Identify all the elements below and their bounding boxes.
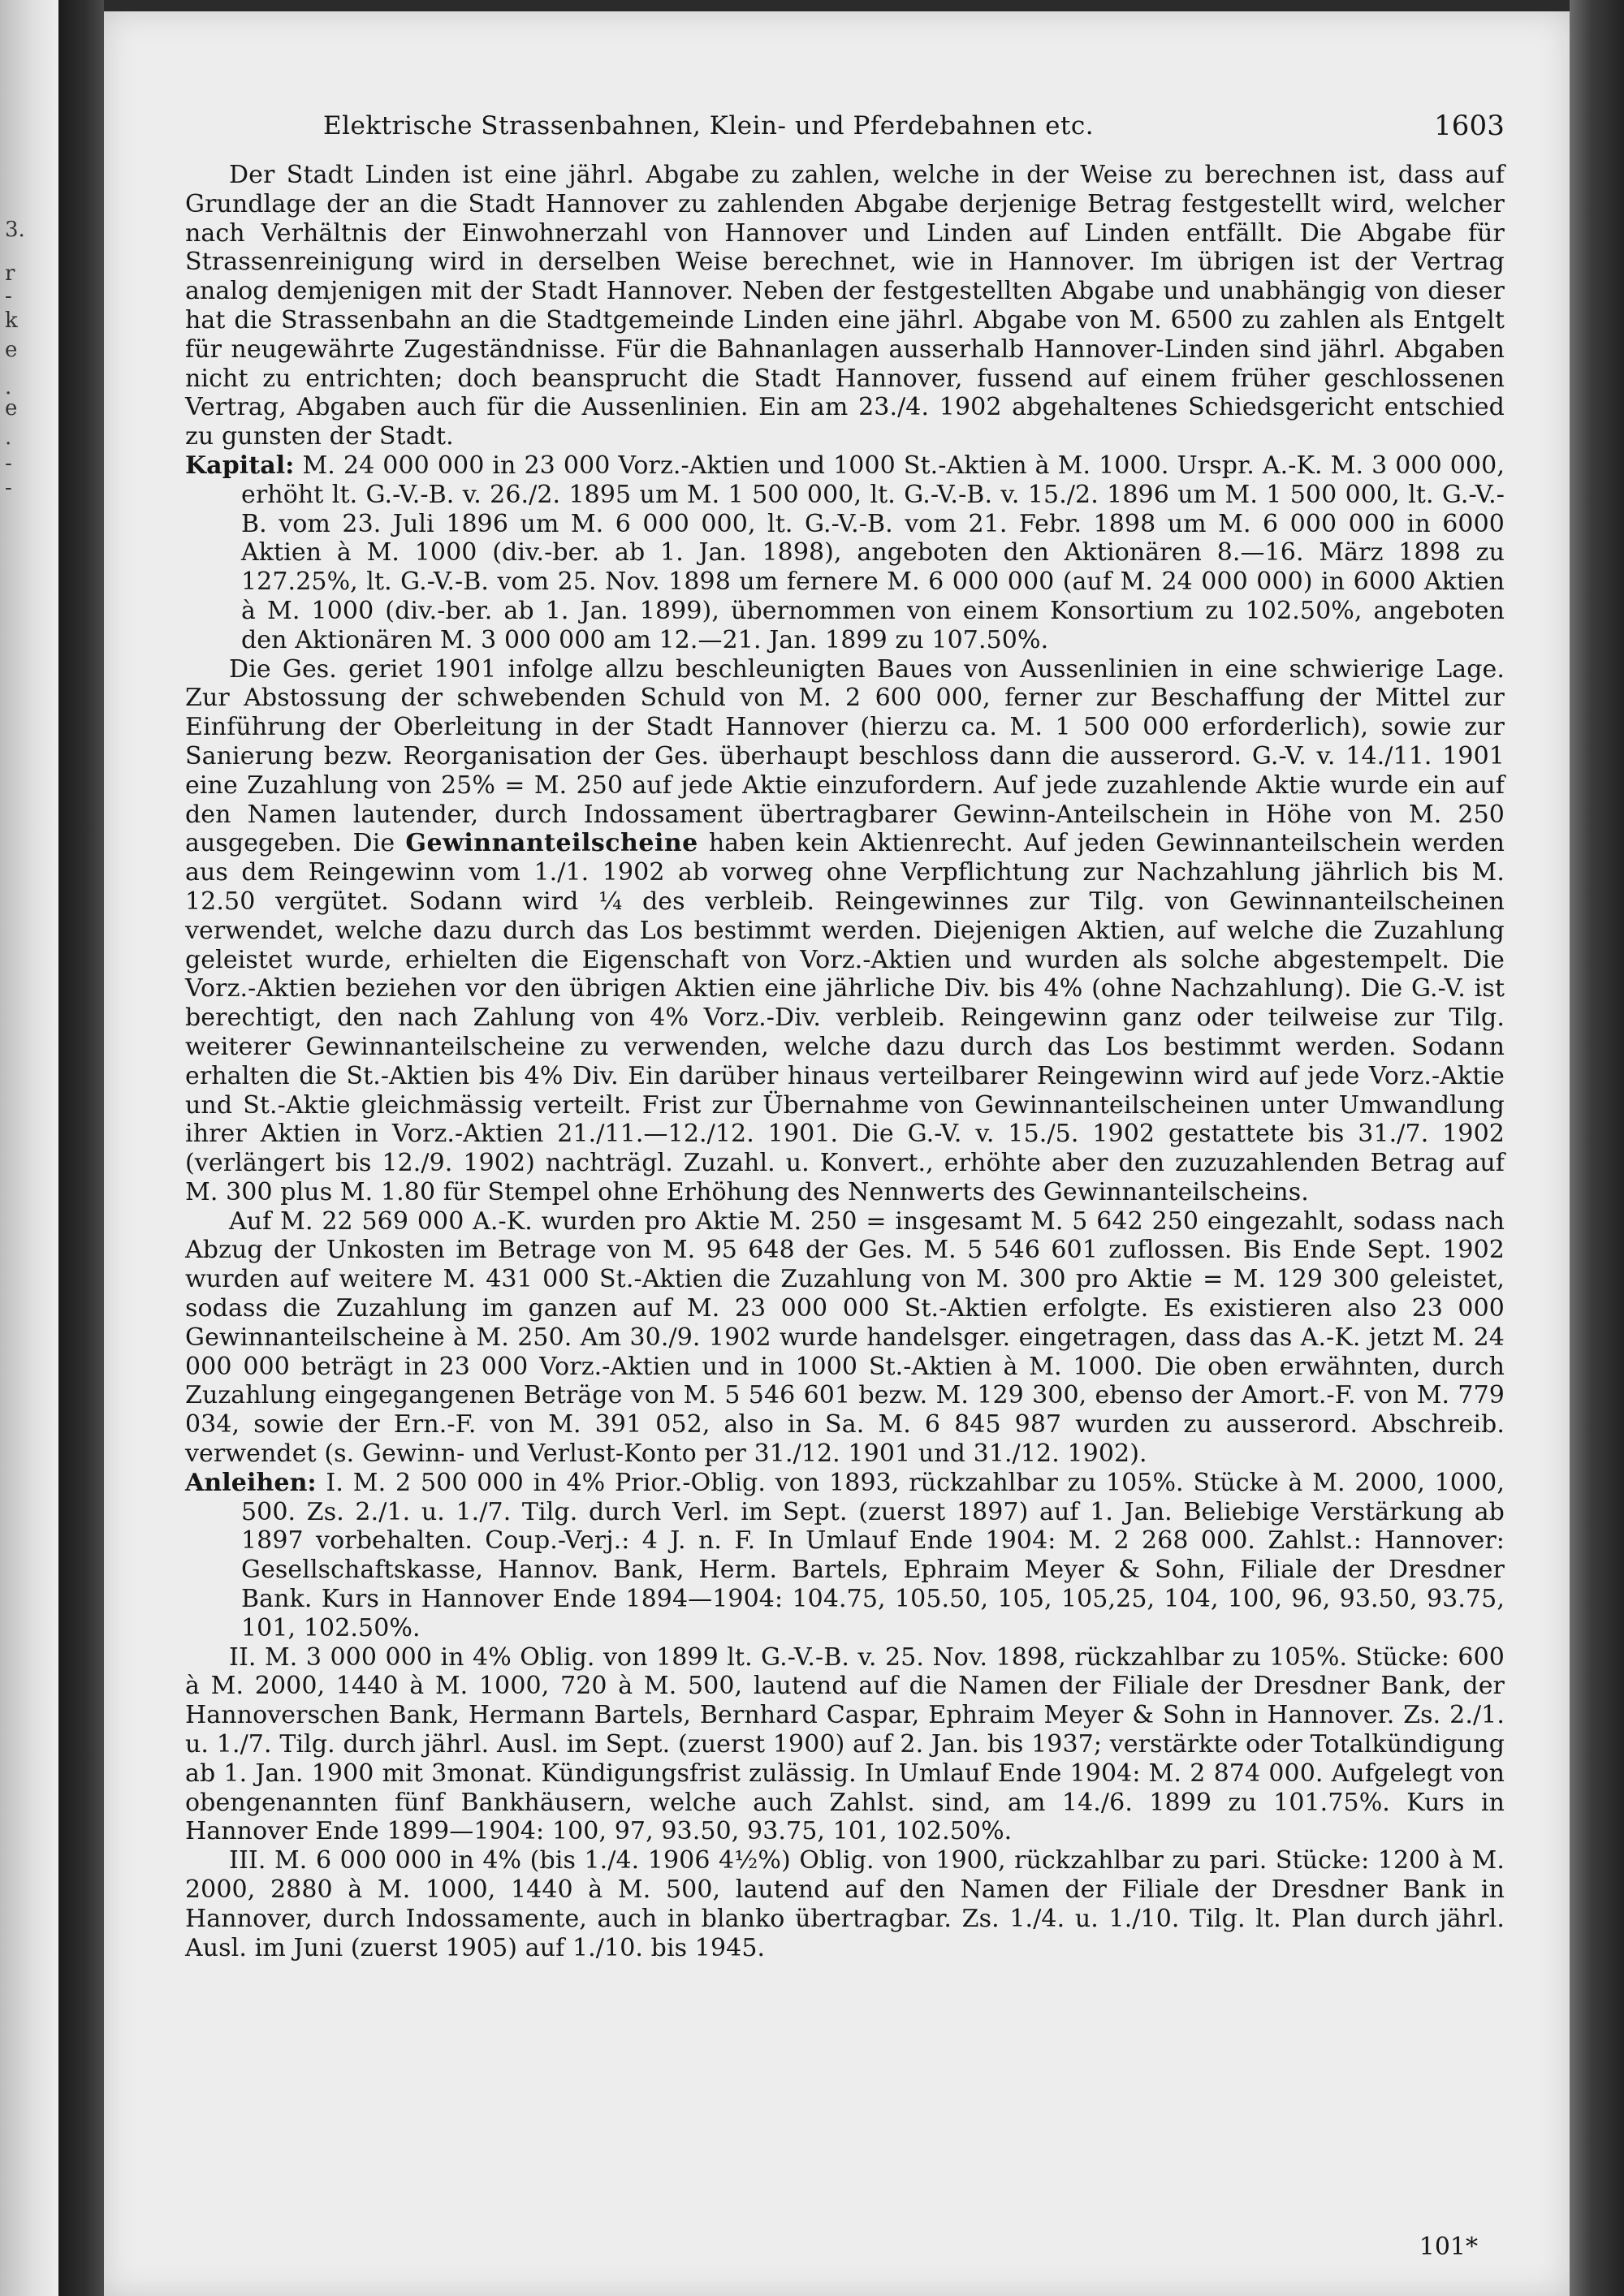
facing-page-edge — [0, 0, 58, 2296]
signature-mark: 101* — [1419, 2233, 1478, 2261]
kapital-section — [185, 451, 1505, 655]
facing-page-fragment: e — [5, 338, 18, 362]
kapital-text: M. 24 000 000 in 23 000 Vorz.-Aktien und 1000 St.-Aktien à M. 1000. Urspr. A.-K. M. 3 000 000, erhöht lt. G.-V.-B. v. 26./2. 1895 um M. 1 500 000, lt. G.-V.-B. v. 15./2. 1896 um M. 1 500 000, lt. G.-V.-B. vom 23. Juli 1896 um M. 6 000 000, lt. G.-V.-B. vom 21. Febr. 1898 um M. 6 000 000 in 6000 Aktien à M. 1000 (div.-ber. ab 1. Jan. 1898), angeboten den Aktionären 8.—16. März 1898 zu 127.25%, lt. G.-V.-B. vom 25. Nov. 1898 um fernere M. 6 000 000 (auf M. 24 000 000) in 6000 Aktien à M. 1000 (div.-ber. ab 1. Jan. 1899), übernommen von einem Konsortium zu 102.50%, angeboten den Aktionären M. 3 000 000 am 12.—21. Jan. 1899 zu 107.50%. — [241, 451, 1505, 654]
gewinnanteilscheine-term: Gewinnanteilscheine — [405, 829, 698, 858]
kapital-paragraph-2 — [185, 655, 1505, 1207]
anleihen-loan-3: III. M. 6 000 000 in 4% (bis 1./4. 1906 4½%) Oblig. von 1900, rückzahlbar zu pari. Stücke: 1200 à M. 2000, 2880 à M. 1000, 1440 à M. 500, lautend auf den Namen der Filiale der Dresdner Bank in Hannover, durch Indossamente, auch in blanko übertragbar. Zs. 1./4. u. 1./10. Tilg. lt. Plan durch jährl. Ausl. im Juni (zuerst 1905) auf 1./10. bis 1945. — [185, 1846, 1505, 1962]
kapital-para2-after: haben kein Aktienrecht. Auf jeden Gewinnanteilschein werden aus dem Reingewinn vom 1./1. 1902 ab vorweg ohne Verpflichtung zur Nachzahlung jährlich bis M. 12.50 vergütet. Sodann wird ¼ des verbleib. Reingewinnes zur Tilg. von Gewinnanteilscheinen verwendet, welche dazu durch das Los bestimmt werden. Diejenigen Aktien, auf welche die Zuzahlung geleistet wurde, erhielten die Eigenschaft von Vorz.-Aktien und wurden als solche abgestempelt. Die Vorz.-Aktien beziehen vor den übrigen Aktien eine jährliche Div. bis 4% (ohne Nachzahlung). Die G.-V. ist berechtigt, den nach Zahlung von 4% Vorz.-Div. verbleib. Reingewinn ganz oder teilweise zur Tilg. weiterer Gewinnanteilscheine zu verwenden, welche dazu durch das Los bestimmt werden. Sodann erhalten die St.-Aktien bis 4% Div. Ein darüber hinaus verteilbarer Reingewinn wird auf jede Vorz.-Aktie und St.-Aktie gleichmässig verteilt. Frist zur Übernahme von Gewinnanteilscheinen unter Umwandlung ihrer Aktien in Vorz.-Aktien 21./11.—12./12. 1901. Die G.-V. v. 15./5. 1902 gestattete bis 31./7. 1902 (verlängert bis 12./9. 1902) nachträgl. Zuzahl. u. Konvert., erhöhte aber den zuzuzahlenden Betrag auf M. 300 plus M. 1.80 für Stempel ohne Erhöhung des Nennwerts des Gewinnanteilscheins. — [185, 829, 1505, 1206]
facing-page-fragment: e — [5, 396, 18, 421]
anleihen-loan-1: I. M. 2 500 000 in 4% Prior.-Oblig. von 1893, rückzahlbar zu 105%. Stücke à M. 2000, 1000, 500. Zs. 2./1. u. 1./7. Tilg. durch Verl. im Sept. (zuerst 1897) auf 1. Jan. Beliebige Verstärkung ab 1897 vorbehalten. Coup.-Verj.: 4 J. n. F. In Umlauf Ende 1904: M. 2 268 000. Zahlst.: Hannover: Gesellschaftskasse, Hannov. Bank, Herm. Bartels, Ephraim Meyer & Sohn, Filiale der Dresdner Bank. Kurs in Hannover Ende 1894—1904: 104.75, 105.50, 105, 105,25, 104, 100, 96, 93.50, 93.75, 101, 102.50%. — [241, 1468, 1505, 1642]
facing-page-fragment: . — [5, 375, 12, 399]
page-header — [185, 109, 1505, 158]
page-content — [185, 109, 1505, 1962]
kapital-paragraph-3: Auf M. 22 569 000 A.-K. wurden pro Aktie M. 250 = insgesamt M. 5 642 250 eingezahlt, sodass nach Abzug der Unkosten im Betrage von M. 95 648 der Ges. M. 5 546 601 zuflossen. Bis Ende Sept. 1902 wurden auf weitere M. 431 000 St.-Aktien die Zuzahlung von M. 300 pro Aktie = M. 129 300 geleistet, sodass die Zuzahlung im ganzen auf M. 23 000 000 St.-Aktien erfolgte. Es existieren also 23 000 Gewinnanteilscheine à M. 250. Am 30./9. 1902 wurde handelsger. eingetragen, dass das A.-K. jetzt M. 24 000 000 beträgt in 23 000 Vorz.-Aktien und in 1000 St.-Aktien à M. 1000. Die oben erwähnten, durch Zuzahlung eingegangenen Beträge von M. 5 546 601 bezw. M. 129 300, ebenso der Amort.-F. von M. 779 034, sowie der Ern.-F. von M. 391 052, also in Sa. M. 6 845 987 wurden zu ausserord. Abschreib. verwendet (s. Gewinn- und Verlust-Konto per 31./12. 1901 und 31./12. 1902). — [185, 1206, 1505, 1469]
right-page-edge — [1570, 0, 1624, 2296]
document-page — [104, 11, 1570, 2296]
facing-page-fragment: 3. — [5, 218, 25, 242]
facing-page-fragment: - — [5, 476, 12, 500]
facing-page-fragment: - — [5, 284, 12, 309]
kapital-label: Kapital: — [185, 451, 295, 480]
anleihen-section — [185, 1469, 1505, 1643]
facing-page-fragment: . — [5, 425, 12, 450]
facing-page-fragment: r — [5, 261, 15, 286]
facing-page-fragment: - — [5, 451, 12, 476]
kapital-para2-before: Die Ges. geriet 1901 infolge allzu beschleunigten Baues von Aussenlinien in eine schwierige Lage. Zur Abstossung der schwebenden Schuld von M. 2 600 000, ferner zur Beschaffung der Mittel zur Einführung der Oberleitung in der Stadt Hannover (hierzu ca. M. 1 500 000 erforderlich), sowie zur Sanierung bezw. Reorganisation der Ges. überhaupt beschloss dann die ausserord. G.-V. v. 14./11. 1901 eine Zuzahlung von 25% = M. 250 auf jede Aktie einzufordern. Auf jede zuzahlende Aktie wurde ein auf den Namen lautender, durch Indossament übertragbarer Gewinn-Anteilschein in Höhe von M. 250 ausgegeben. Die — [185, 654, 1505, 858]
page-number: 1603 — [1434, 110, 1505, 142]
book-gutter — [58, 0, 104, 2296]
anleihen-label: Anleihen: — [185, 1468, 317, 1497]
facing-page-fragment: k — [5, 309, 18, 333]
anleihen-loan-2: II. M. 3 000 000 in 4% Oblig. von 1899 lt. G.-V.-B. v. 25. Nov. 1898, rückzahlbar zu 105%. Stücke: 600 à M. 2000, 1440 à M. 1000, 720 à M. 500, lautend auf die Namen der Filiale der Dresdner Bank, der Hannoverschen Bank, Hermann Bartels, Bernhard Caspar, Ephraim Meyer & Sohn in Hannover. Zs. 2./1. u. 1./7. Tilg. durch jährl. Ausl. im Sept. (zuerst 1900) auf 2. Jan. bis 1937; verstärkte oder Totalkündigung ab 1. Jan. 1900 mit 3monat. Kündigungsfrist zulässig. In Umlauf Ende 1904: M. 2 874 000. Aufgelegt von obengenannten fünf Bankhäusern, welche auch Zahlst. sind, am 14./6. 1899 zu 101.75%. Kurs in Hannover Ende 1899—1904: 100, 97, 93.50, 93.75, 101, 102.50%. — [185, 1642, 1505, 1846]
running-title: Elektrische Strassenbahnen, Klein- und Pferdebahnen etc. — [323, 111, 1095, 140]
intro-paragraph: Der Stadt Linden ist eine jährl. Abgabe zu zahlen, welche in der Weise zu berechnen ist, dass auf Grundlage der an die Stadt Hannover zu zahlenden Abgabe derjenige Betrag festgestellt wird, welcher nach Verhältnis der Einwohnerzahl von Hannover und Linden auf Linden entfällt. Die Abgabe für Strassenreinigung wird in derselben Weise berechnet, wie in Hannover. Im übrigen ist der Vertrag analog demjenigen mit der Stadt Hannover. Neben der festgestellten Abgabe und unabhängig von dieser hat die Strassenbahn an die Stadtgemeinde Linden eine jährl. Abgabe von M. 6500 zu zahlen als Entgelt für neugewährte Zugeständnisse. Für die Bahnanlagen ausserhalb Hannover-Linden sind jährl. Abgaben nicht zu entrichten; doch beansprucht die Stadt Hannover, fussend auf einem früher geschlossenen Vertrag, Abgaben auch für die Aussenlinien. Ein am 23./4. 1902 abgehaltenes Schiedsgericht entschied zu gunsten der Stadt. — [185, 161, 1505, 451]
